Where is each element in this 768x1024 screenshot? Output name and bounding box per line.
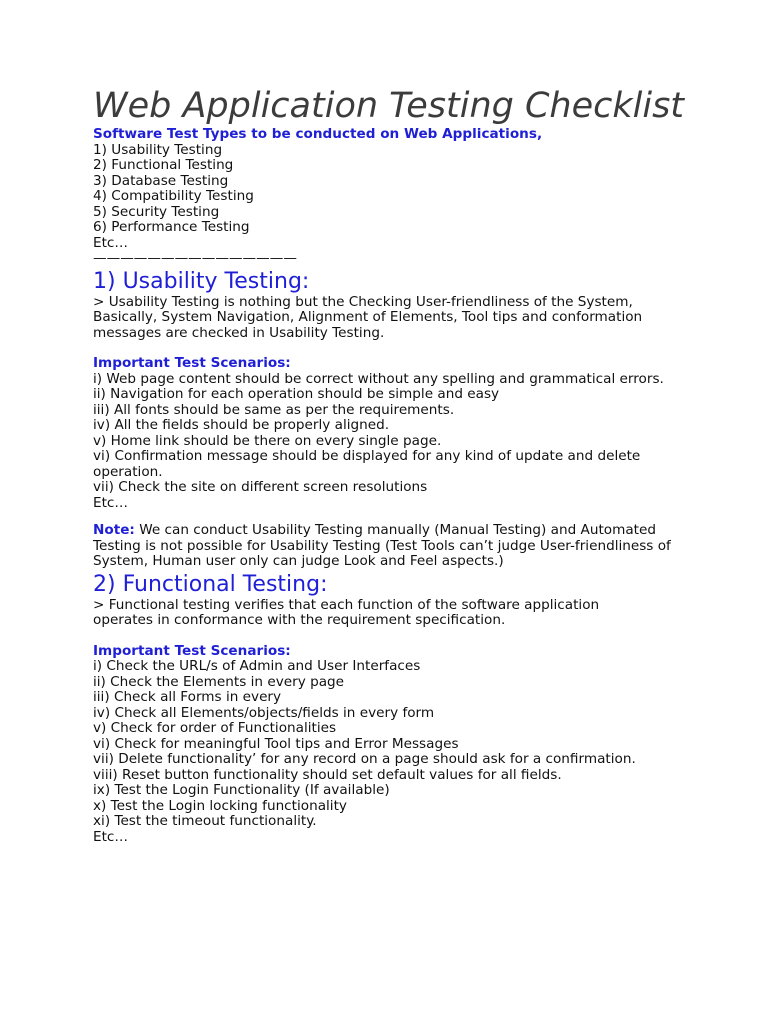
list-item: xi) Test the timeout functionality.: [93, 813, 317, 829]
usability-heading: 1) Usability Testing:: [93, 268, 310, 294]
usability-note: [93, 523, 673, 570]
usability-scenarios-heading: Important Test Scenarios:: [93, 355, 291, 371]
spacer: [93, 629, 693, 644]
functional-scenarios-list: [93, 659, 693, 845]
document-page: [93, 86, 693, 845]
list-item: i) Check the URL/s of Admin and User Interfaces: [93, 658, 421, 674]
list-item: Etc…: [93, 234, 128, 251]
functional-heading: 2) Functional Testing:: [93, 571, 328, 597]
list-item: 3) Database Testing: [93, 172, 229, 189]
list-item: vi) Confirmation message should be displayed for any kind of update and delete operation.: [93, 448, 641, 480]
list-item: 1) Usability Testing: [93, 141, 223, 158]
list-item: ii) Check the Elements in every page: [93, 673, 345, 690]
list-item: vi) Check for meaningful Tool tips and Error Messages: [93, 735, 459, 752]
list-item: i) Web page content should be correct without any spelling and grammatical errors.: [93, 370, 664, 387]
list-item: 5) Security Testing: [93, 203, 220, 220]
note-text: We can conduct Usability Testing manually (Manual Testing) and Automated Testing is not possible for Usability Testing (Test Tools can’t judge User-friendliness of System, Human user only can judge Look and Feel aspects.): [93, 522, 671, 569]
test-types-heading: Software Test Types to be conducted on Web Applications,: [93, 126, 543, 142]
usability-scenarios-list: [93, 372, 693, 512]
usability-intro: > Usability Testing is nothing but the Checking User-friendliness of the System, Basically, System Navigation, Alignment of Elements, Tool tips and conformation messages are checked in Usability Testing.: [93, 293, 643, 341]
spacer: [93, 341, 693, 356]
divider: ———————————————: [93, 250, 297, 266]
list-item: Etc…: [93, 828, 128, 845]
list-item: Etc…: [93, 494, 128, 511]
list-item: iv) All the fields should be properly aligned.: [93, 417, 390, 433]
functional-intro: > Functional testing verifies that each function of the software application operates in conformance with the requirement specification.: [93, 596, 600, 628]
test-types-list: [93, 143, 693, 252]
list-item: iv) Check all Elements/objects/fields in every form: [93, 704, 435, 721]
list-item: 6) Performance Testing: [93, 219, 250, 235]
list-item: ix) Test the Login Functionality (If available): [93, 782, 390, 798]
list-item: v) Check for order of Functionalities: [93, 720, 337, 736]
page-title: Web Application Testing Checklist: [93, 86, 685, 126]
list-item: viii) Reset button functionality should set default values for all fields.: [93, 766, 562, 783]
list-item: v) Home link should be there on every single page.: [93, 432, 442, 449]
functional-scenarios-heading: Important Test Scenarios:: [93, 642, 291, 659]
list-item: vii) Check the site on different screen resolutions: [93, 479, 428, 495]
list-item: iii) All fonts should be same as per the requirements.: [93, 401, 455, 418]
list-item: 2) Functional Testing: [93, 157, 234, 173]
list-item: 4) Compatibility Testing: [93, 188, 254, 204]
list-item: iii) Check all Forms in every: [93, 689, 282, 705]
list-item: vii) Delete functionality’ for any record on a page should ask for a confirmation.: [93, 751, 636, 767]
list-item: ii) Navigation for each operation should be simple and easy: [93, 386, 500, 402]
list-item: x) Test the Login locking functionality: [93, 797, 347, 814]
note-label: Note:: [93, 522, 135, 538]
